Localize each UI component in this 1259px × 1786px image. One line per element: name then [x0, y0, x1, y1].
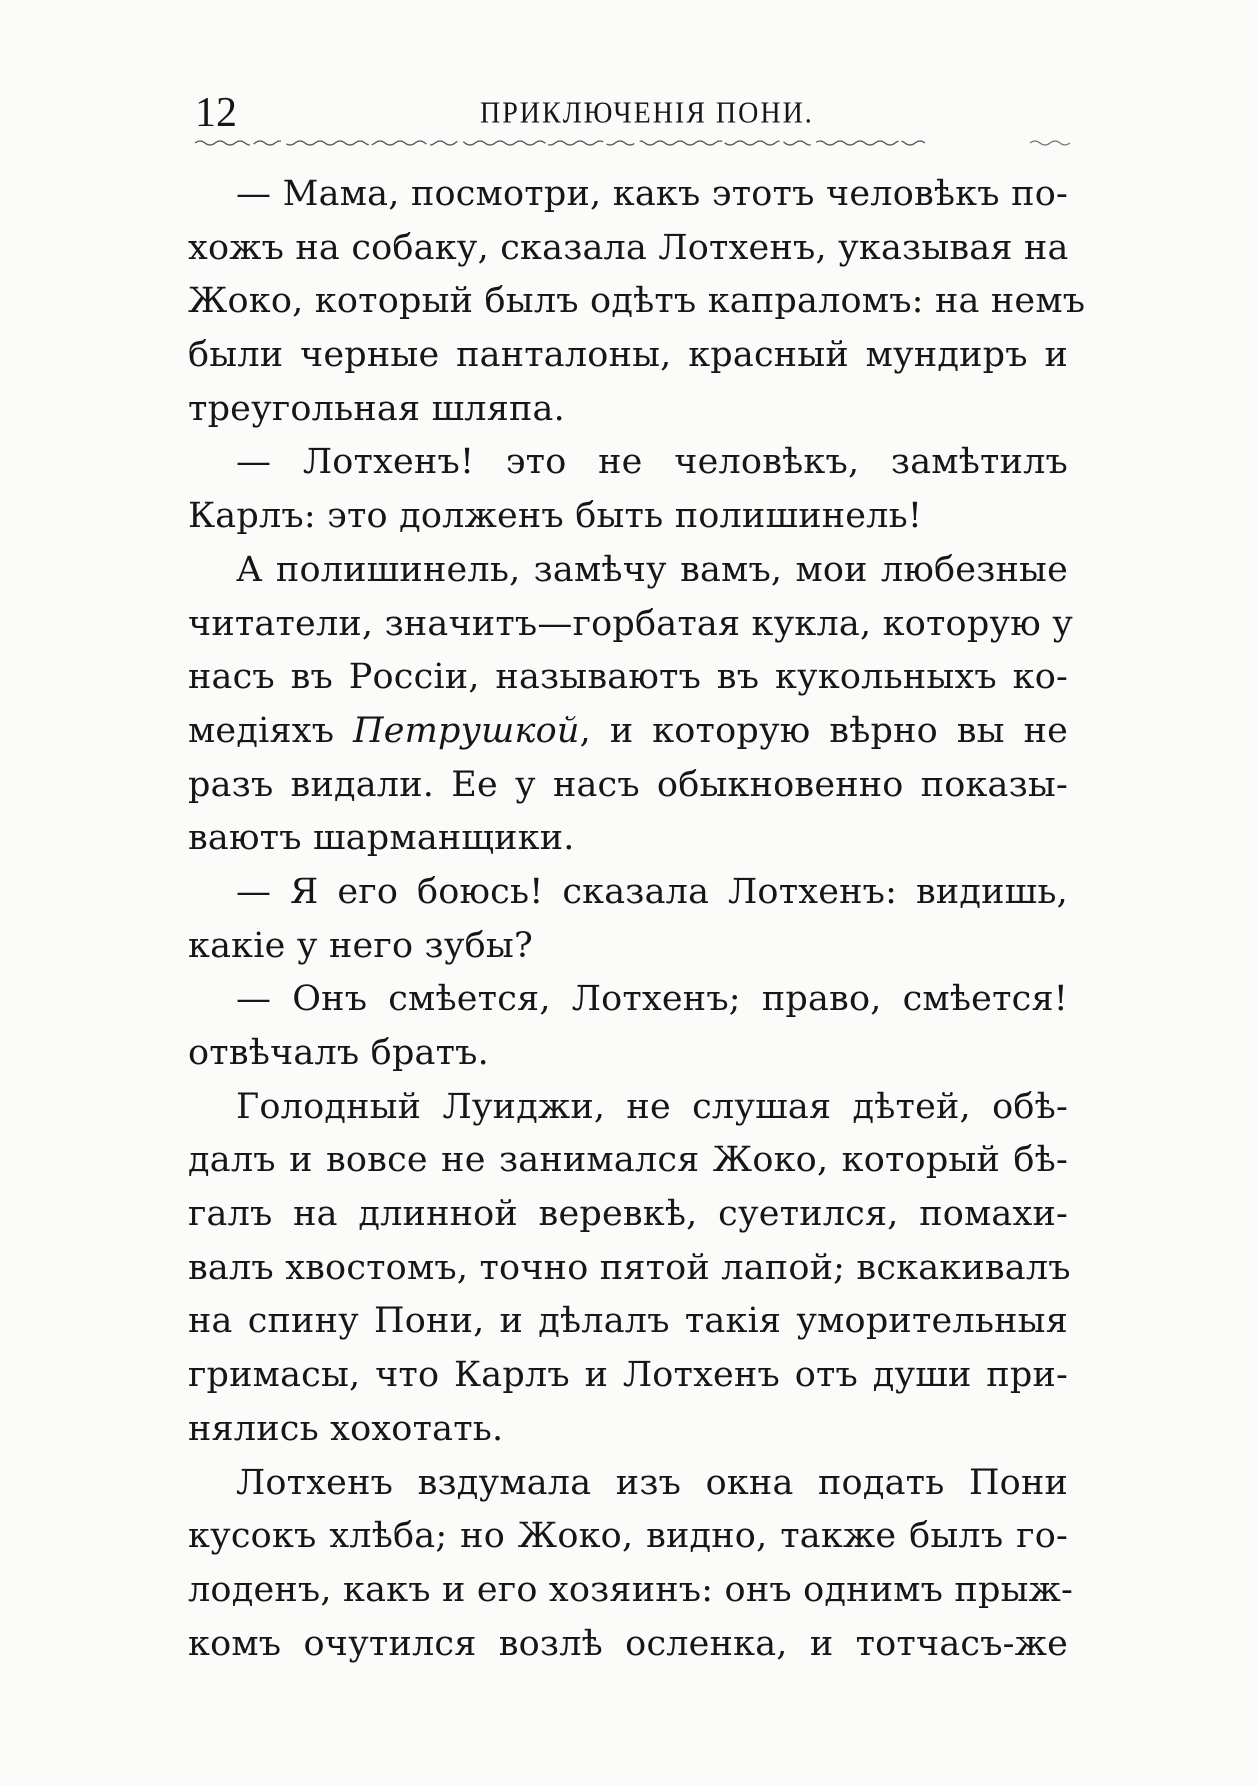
text-line: нялись хохотать.	[188, 1408, 504, 1449]
text-line: были черные панталоны, красный мундиръ и	[188, 335, 1068, 376]
text-line: А полишинель, замѣчу вамъ, мои любезные	[236, 549, 1068, 590]
text-line: — Онъ смѣется, Лотхенъ; право, смѣется!	[236, 979, 1068, 1020]
text-line: валъ хвостомъ, точно пятой лапой; вскакивалъ	[188, 1247, 1071, 1288]
text-line: гримасы, что Карлъ и Лотхенъ отъ души при-	[188, 1355, 1068, 1396]
text-line: Карлъ: это долженъ быть полишинель!	[188, 496, 923, 537]
text-line: читатели, значитъ—горбатая кукла, которую у	[188, 603, 1074, 644]
text-line: на спину Пони, и дѣлалъ такія уморительныя	[188, 1301, 1068, 1342]
text-line: лоденъ, какъ и его хозяинъ: онъ однимъ прыж-	[188, 1569, 1074, 1610]
text-line: — Лотхенъ! это не человѣкъ, замѣтилъ	[236, 442, 1068, 483]
wavy-rule	[195, 138, 1070, 148]
page-number: 12	[195, 90, 237, 136]
text-line: кусокъ хлѣба; но Жоко, видно, также былъ го-	[188, 1516, 1068, 1557]
italic-word: Петрушкой	[353, 710, 580, 751]
text-line: хожъ на собаку, сказала Лотхенъ, указывая на	[188, 227, 1069, 268]
text-segment: медіяхъ	[188, 710, 354, 751]
running-title: ПРИКЛЮЧЕНІЯ ПОНИ.	[480, 96, 814, 131]
text-line: галъ на длинной веревкѣ, суетился, помахи-	[188, 1194, 1068, 1235]
text-line: — Я его боюсь! сказала Лотхенъ: видишь,	[236, 871, 1068, 912]
text-line: — Мама, посмотри, какъ этотъ человѣкъ по-	[236, 174, 1068, 214]
text-line: разъ видали. Ее у насъ обыкновенно показы-	[188, 764, 1068, 805]
text-line: комъ очутился возлѣ осленка, и тотчасъ-же	[188, 1623, 1068, 1664]
text-line: Голодный Луиджи, не слушая дѣтей, обѣ-	[236, 1086, 1068, 1127]
text-line: ваютъ шарманщики.	[188, 818, 575, 859]
page-header	[195, 88, 1070, 138]
body-text	[188, 168, 1086, 1671]
text-line: Жоко, который былъ одѣтъ капраломъ: на немъ	[188, 281, 1086, 322]
text-line: треугольная шляпа.	[188, 388, 565, 429]
text-line	[188, 705, 1068, 759]
text-segment: , и которую вѣрно вы не	[579, 710, 1069, 751]
text-line: какіе у него зубы?	[188, 925, 533, 966]
text-line: отвѣчалъ братъ.	[188, 1033, 489, 1073]
text-line: насъ въ Россіи, называютъ въ кукольныхъ ко-	[188, 657, 1068, 698]
text-line: далъ и вовсе не занимался Жоко, который бѣ-	[188, 1140, 1068, 1181]
text-line: Лотхенъ вздумала изъ окна подать Пони	[236, 1462, 1068, 1503]
